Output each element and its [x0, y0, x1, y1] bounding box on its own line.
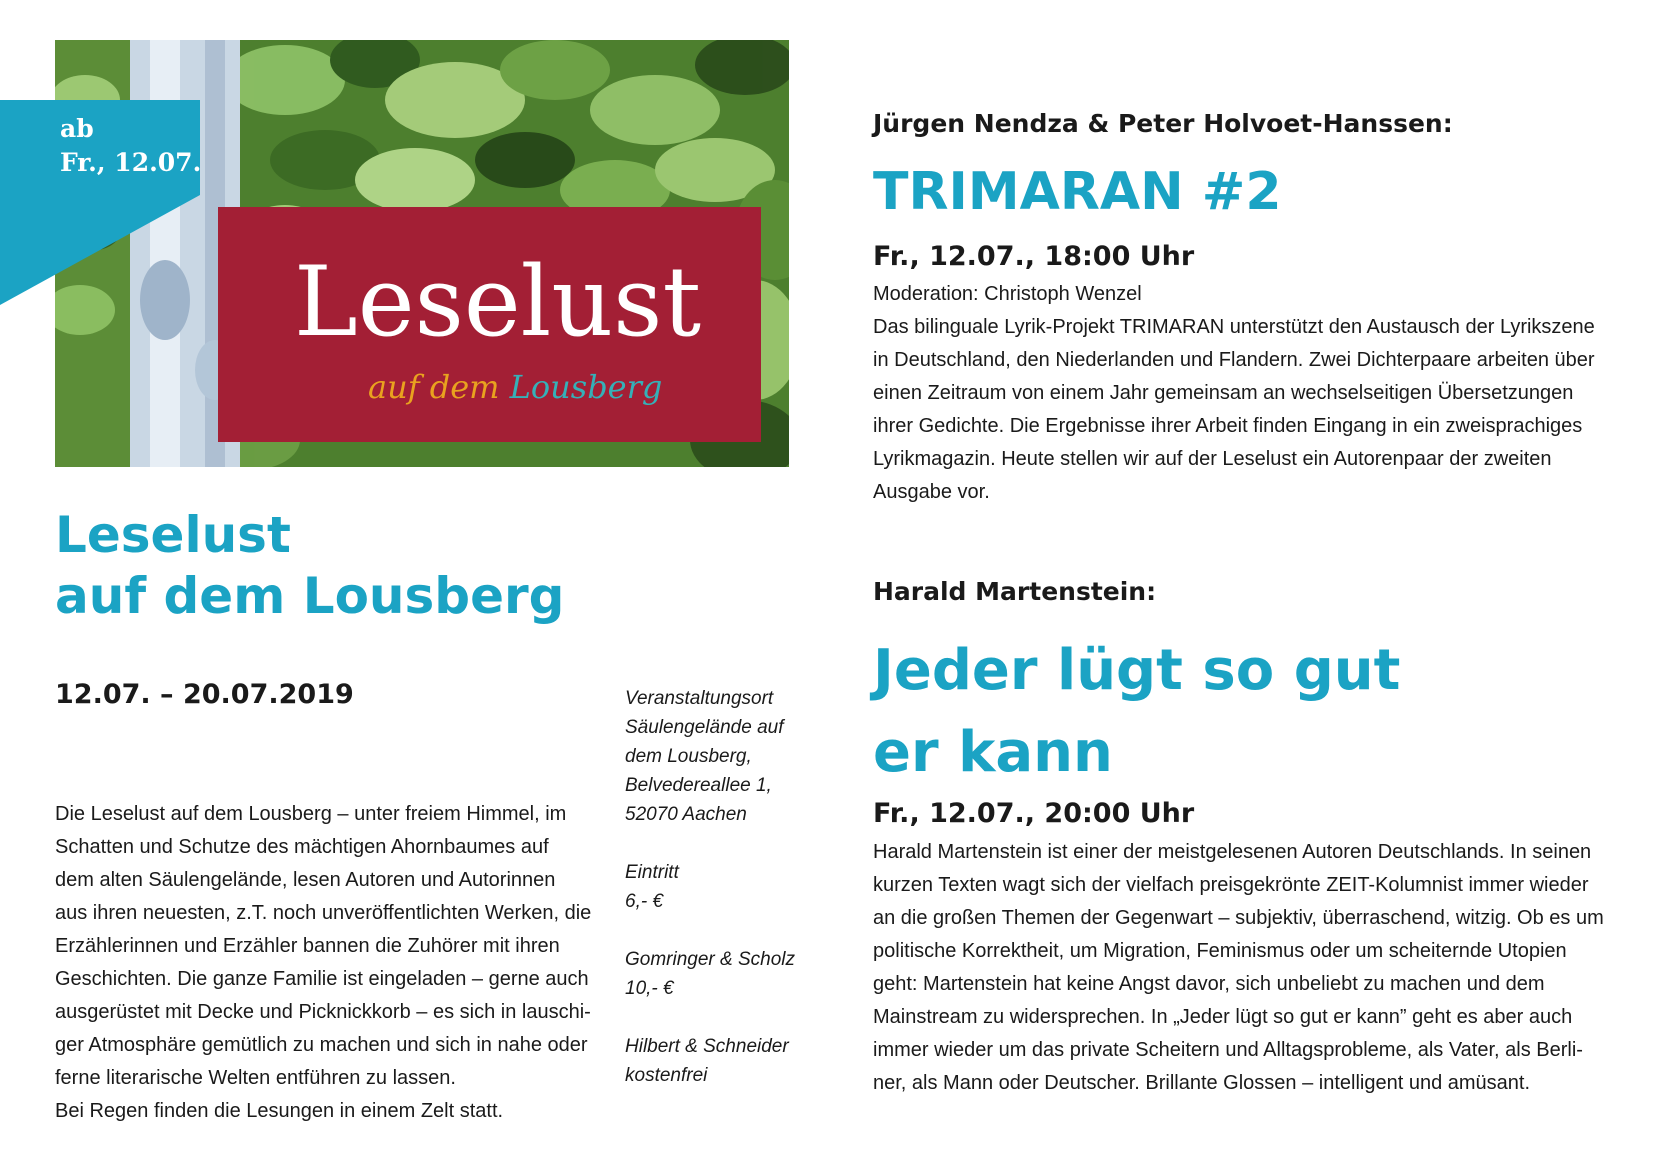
venue-label: Veranstaltungsort — [625, 688, 774, 709]
event1-speaker: Jürgen Nendza & Peter Holvoet-Hanssen: — [873, 109, 1453, 138]
event2-line: politische Korrektheit, um Migration, Feminismus oder um scheiternde Utopien — [873, 940, 1567, 962]
event1-description — [873, 278, 1618, 509]
corner-line-2: Fr., 12.07. — [60, 148, 202, 177]
hilbert-price: kostenfrei — [625, 1065, 708, 1086]
hilbert-label: Hilbert & Schneider — [625, 1036, 789, 1057]
event2-line: ner, als Mann oder Deutscher. Brillante Glossen – intelligent und amüsant. — [873, 1072, 1531, 1094]
venue-line: Belvedereallee 1, — [625, 775, 772, 796]
event2-line: geht: Martenstein hat keine Angst davor, sich unbeliebt zu machen und dem — [873, 973, 1545, 995]
gomringer-label: Gomringer & Scholz — [625, 949, 796, 970]
logo-main-text: Leselust — [294, 246, 702, 358]
page-title-line-2: auf dem Lousberg — [55, 567, 565, 625]
gomringer-price: 10,- € — [625, 978, 674, 999]
hilbert-block — [625, 1032, 790, 1090]
event1-date: Fr., 12.07., 18:00 Uhr — [873, 241, 1195, 272]
entry-price: 6,- € — [625, 891, 664, 912]
description-line: Schatten und Schutze des mächtigen Ahornbaumes auf — [55, 836, 549, 858]
event1-line: in Deutschland, den Niederlanden und Flandern. Zwei Dichterpaare arbeiten über — [873, 349, 1595, 371]
event2-title-line-1: Jeder lügt so gut — [873, 638, 1401, 703]
event2-date: Fr., 12.07., 20:00 Uhr — [873, 798, 1195, 829]
description-line: ger Atmosphäre gemütlich zu machen und sich in nahe oder — [55, 1034, 588, 1056]
entry-block — [625, 858, 790, 916]
event2-line: immer wieder um das private Scheitern und Alltagsprobleme, als Vater, als Berli- — [873, 1039, 1583, 1061]
gomringer-block — [625, 945, 796, 1003]
description-line: Geschichten. Die ganze Familie ist eingeladen – gerne auch — [55, 968, 589, 990]
venue-line: dem Lousberg, — [625, 746, 752, 767]
description-line: ferne literarische Welten entführen zu lassen. — [55, 1067, 456, 1089]
event2-speaker: Harald Martenstein: — [873, 577, 1157, 606]
event2-title — [873, 630, 1400, 794]
event2-line: an die großen Themen der Gegenwart – subjektiv, überraschend, witzig. Ob es um — [873, 907, 1604, 929]
event1-line: einen Zeitraum von einem Jahr gemeinsam an wechselseitigen Übersetzungen — [873, 382, 1574, 404]
event1-line: Ausgabe vor. — [873, 481, 990, 503]
event1-title: TRIMARAN #2 — [873, 162, 1282, 222]
description-line: Bei Regen finden die Lesungen in einem Zelt statt. — [55, 1100, 504, 1122]
venue-block — [625, 684, 790, 829]
description-line: aus ihren neuesten, z.T. noch unveröffentlichten Werken, die — [55, 902, 592, 924]
event1-line: Lyrikmagazin. Heute stellen wir auf der Leselust ein Autorenpaar der zweiten — [873, 448, 1552, 470]
logo-sub-part2: Lousberg — [509, 368, 663, 406]
description-line: Die Leselust auf dem Lousberg – unter freiem Himmel, im — [55, 803, 567, 825]
logo-sub-text — [368, 367, 662, 407]
logo-sub-part1: auf dem — [368, 368, 500, 406]
venue-line: 52070 Aachen — [625, 804, 747, 825]
event2-line: Mainstream zu widersprechen. In „Jeder lügt so gut er kann” geht es aber auch — [873, 1006, 1573, 1028]
festival-description — [55, 798, 610, 1128]
event2-line: Harald Martenstein ist einer der meistgelesenen Autoren Deutschlands. In seinen — [873, 841, 1592, 863]
venue-line: Säulengelände auf — [625, 717, 784, 738]
corner-date-text — [60, 112, 201, 180]
page-title-line-1: Leselust — [55, 506, 291, 564]
event1-line: ihrer Gedichte. Die Ergebnisse ihrer Arbeit finden Eingang in ein zweisprachiges — [873, 415, 1583, 437]
festival-date-range: 12.07. – 20.07.2019 — [55, 679, 354, 710]
event2-description — [873, 836, 1618, 1100]
description-line: dem alten Säulengelände, lesen Autoren und Autorinnen — [55, 869, 556, 891]
info-sidebar — [625, 684, 796, 1119]
corner-line-1: ab — [60, 114, 94, 143]
logo-box — [218, 207, 761, 442]
description-line: Erzählerinnen und Erzähler bannen die Zuhörer mit ihren — [55, 935, 560, 957]
event1-line: Moderation: Christoph Wenzel — [873, 283, 1142, 305]
event2-line: kurzen Texten wagt sich der vielfach preisgekrönte ZEIT-Kolumnist immer wieder — [873, 874, 1589, 896]
page-title — [55, 505, 655, 627]
entry-label: Eintritt — [625, 862, 679, 883]
event2-title-line-2: er kann — [873, 720, 1113, 785]
description-line: ausgerüstet mit Decke und Picknickkorb – es sich in lauschi- — [55, 1001, 591, 1023]
event1-line: Das bilinguale Lyrik-Projekt TRIMARAN unterstützt den Austausch der Lyrikszene — [873, 316, 1595, 338]
